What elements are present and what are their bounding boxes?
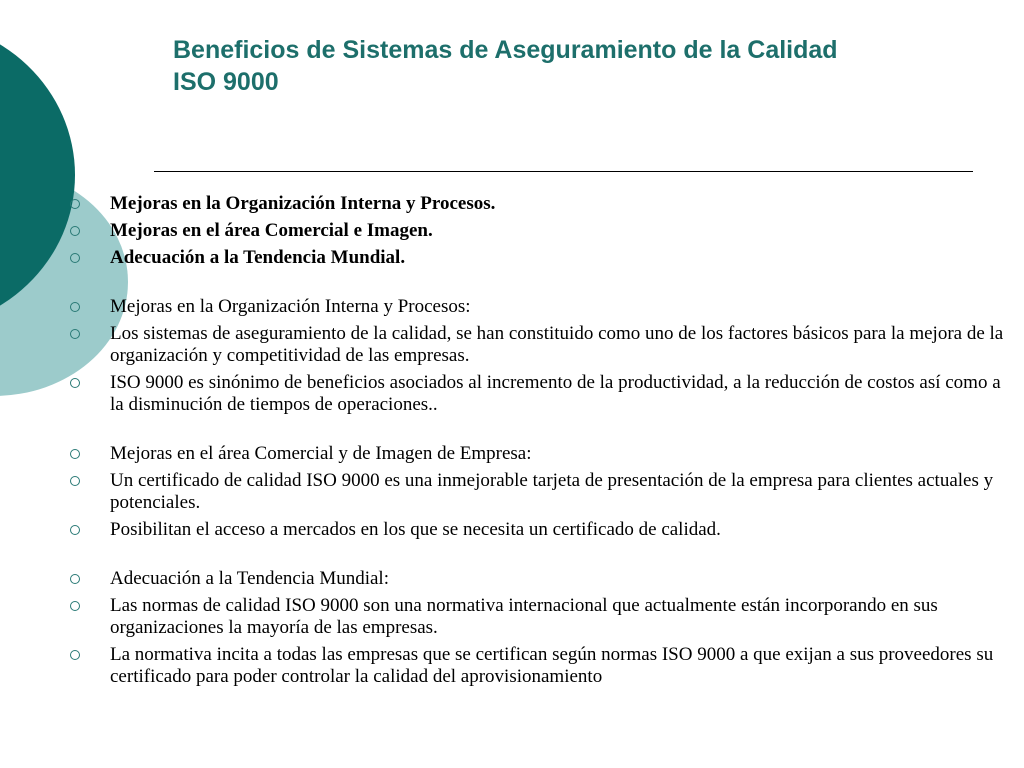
bullet-text: Los sistemas de aseguramiento de la calidad, se han constituido como uno de los factores básicos para la mejora de la organización y competitividad de las empresas. [110, 323, 1004, 366]
summary-item [70, 247, 1015, 269]
summary-item-text: Mejoras en la Organización Interna y Procesos. [110, 193, 496, 214]
summary-item-text: Mejoras en el área Comercial e Imagen. [110, 220, 433, 241]
bullet-text: Mejoras en el área Comercial y de Imagen de Empresa: [110, 443, 532, 464]
slide-content [70, 193, 1015, 693]
bullet-text: Mejoras en la Organización Interna y Procesos: [110, 296, 471, 317]
section3-item [70, 644, 1015, 688]
summary-item-text: Adecuación a la Tendencia Mundial. [110, 247, 406, 268]
circle-bullet-icon [70, 253, 80, 263]
circle-bullet-icon [70, 226, 80, 236]
section1-heading [70, 296, 1015, 318]
bullet-text: La normativa incita a todas las empresas que se certifican según normas ISO 9000 a que exijan a sus proveedores su certificado para poder controlar la calidad del aprovisionamiento [110, 644, 994, 687]
title-line-2: ISO 9000 [173, 68, 279, 96]
section2-heading [70, 443, 1015, 465]
circle-bullet-icon [70, 302, 80, 312]
spacer [70, 546, 1015, 568]
circle-bullet-icon [70, 199, 80, 209]
circle-bullet-icon [70, 378, 80, 388]
section1-item [70, 323, 1015, 367]
bullet-text: Adecuación a la Tendencia Mundial: [110, 568, 389, 589]
section3-item [70, 595, 1015, 639]
summary-item [70, 193, 1015, 215]
section3-heading [70, 568, 1015, 590]
title-line-1: Beneficios de Sistemas de Aseguramiento de la Calidad [173, 36, 838, 64]
section2-item [70, 519, 1015, 541]
bullet-text: Las normas de calidad ISO 9000 son una normativa internacional que actualmente están incorporando en sus organizaciones la mayoría de las empresas. [110, 595, 938, 638]
spacer [70, 274, 1015, 296]
circle-bullet-icon [70, 525, 80, 535]
section2-item [70, 470, 1015, 514]
section1-item [70, 372, 1015, 416]
circle-bullet-icon [70, 449, 80, 459]
spacer [70, 421, 1015, 443]
bullet-text: ISO 9000 es sinónimo de beneficios asociados al incremento de la productividad, a la reducción de costos así como a la disminución de tiempos de operaciones.. [110, 372, 1001, 415]
circle-bullet-icon [70, 650, 80, 660]
circle-bullet-icon [70, 601, 80, 611]
circle-bullet-icon [70, 476, 80, 486]
bullet-text: Un certificado de calidad ISO 9000 es una inmejorable tarjeta de presentación de la empresa para clientes actuales y potenciales. [110, 470, 994, 513]
circle-bullet-icon [70, 574, 80, 584]
slide-title [173, 34, 973, 98]
summary-item [70, 220, 1015, 242]
bullet-text: Posibilitan el acceso a mercados en los que se necesita un certificado de calidad. [110, 519, 721, 540]
title-divider [154, 171, 973, 172]
circle-bullet-icon [70, 329, 80, 339]
